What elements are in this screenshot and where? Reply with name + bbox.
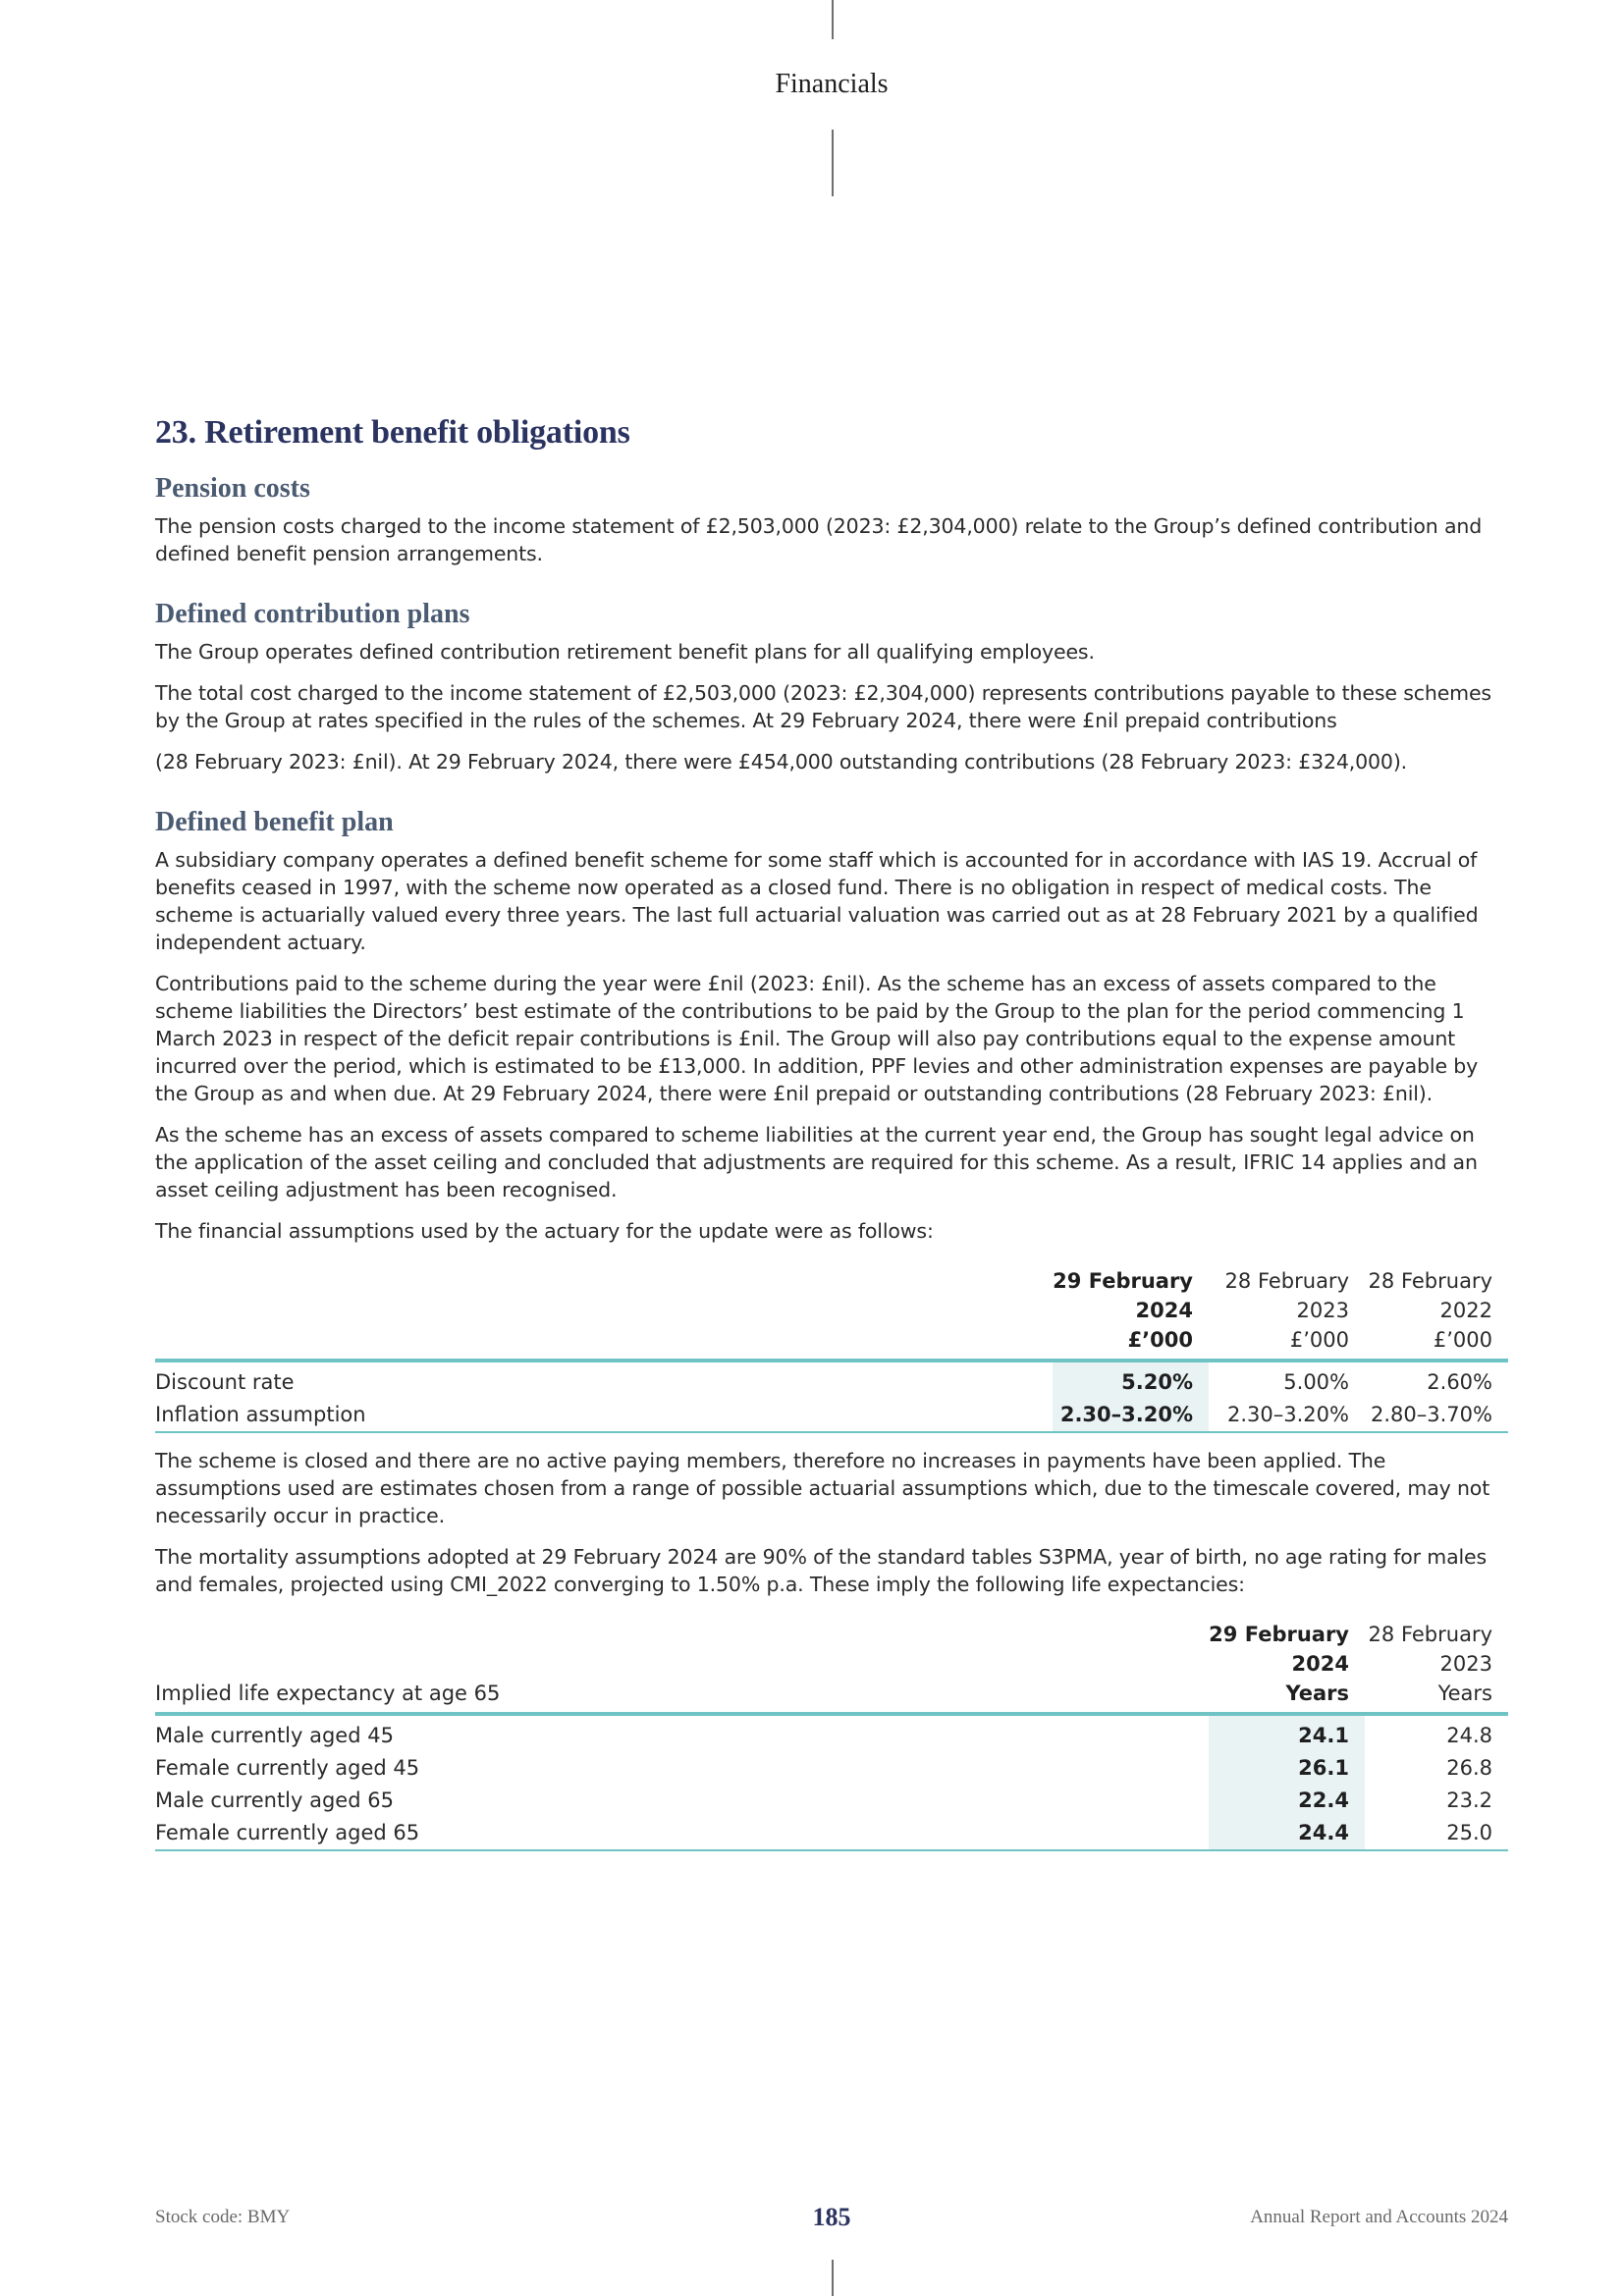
cell-value: 2.30–3.20%	[1227, 1403, 1349, 1426]
pension-costs-paragraph: The pension costs charged to the income statement of £2,503,000 (2023: £2,304,000) relate to the Group’s defined contribution and defined benefit pension arrangements.	[155, 514, 1483, 565]
cell-value: 23.2	[1446, 1789, 1492, 1812]
header-divider-line	[832, 130, 834, 196]
page-number: 185	[812, 2203, 851, 2231]
table-row	[155, 1399, 1508, 1432]
table-row	[155, 1817, 1508, 1850]
dc-paragraph-1: The Group operates defined contribution retirement benefit plans for all qualifying employees.	[155, 640, 1095, 664]
dc-heading: Defined contribution plans	[155, 599, 470, 629]
cell-value: 22.4	[1209, 1785, 1365, 1817]
column-header-current: 29 February 2024 £’000	[1053, 1269, 1193, 1352]
db-paragraph-1: A subsidiary company operates a defined benefit scheme for some staff which is accounted for in accordance with IAS 19. Accrual of benefits ceased in 1997, with the scheme now operated as a closed fund. There is no obligation in respect of medical costs. The scheme is actuarially valued every three years. The last full actuarial valuation was carried out as at 28 February 2021 by a qualified independent actuary.	[155, 848, 1479, 954]
cell-value: 5.00%	[1283, 1370, 1349, 1394]
cell-value: 26.1	[1209, 1752, 1365, 1785]
section-label: Financials	[775, 69, 889, 99]
db-paragraph-3: As the scheme has an excess of assets compared to scheme liabilities at the current year end, the Group has sought legal advice on the application of the asset ceiling and concluded that adjustments are required for this scheme. As a result, IFRIC 14 applies and an asset ceiling adjustment has been recognised.	[155, 1123, 1478, 1201]
row-header-cell	[155, 1266, 1053, 1361]
table-row	[155, 1785, 1508, 1817]
cell-value: 2.60%	[1427, 1370, 1492, 1394]
table-row	[155, 1714, 1508, 1752]
db-paragraph-2: Contributions paid to the scheme during the year were £nil (2023: £nil). As the scheme has an excess of assets compared to the scheme liabilities the Directors’ best estimate of the contributions to be paid by the Group to the plan for the period commencing 1 March 2023 in respect of the deficit repair contributions is £nil. The Group will also pay contributions equal to the expense amount incurred over the period, which is estimated to be £13,000. In addition, PPF levies and other administration expenses are payable by the Group as and when due. At 29 February 2024, there were £nil prepaid or outstanding contributions (28 February 2023: £nil).	[155, 972, 1479, 1105]
column-header-prior-2: 28 February 2022 £’000	[1368, 1269, 1492, 1352]
cell-value: 24.8	[1446, 1724, 1492, 1747]
table-row	[155, 1752, 1508, 1785]
cell-value: 24.1	[1209, 1714, 1365, 1752]
table-row	[155, 1361, 1508, 1399]
cell-value: 2.30–3.20%	[1053, 1399, 1209, 1432]
row-label: Male currently aged 45	[155, 1724, 394, 1747]
financial-assumptions-table	[155, 1266, 1508, 1433]
row-label: Inflation assumption	[155, 1403, 366, 1426]
note-content	[155, 414, 1508, 1851]
row-label: Female currently aged 45	[155, 1756, 420, 1780]
footer-report-title: Annual Report and Accounts 2024	[1250, 2207, 1508, 2227]
cell-value: 25.0	[1446, 1821, 1492, 1844]
life-expectancy-table	[155, 1620, 1508, 1851]
row-label: Male currently aged 65	[155, 1789, 394, 1812]
column-header-prior: 28 February 2023 £’000	[1224, 1269, 1349, 1352]
db-paragraph-4: The financial assumptions used by the actuary for the update were as follows:	[155, 1219, 934, 1243]
table-header-row	[155, 1620, 1508, 1714]
column-header-current: 29 February 2024 Years	[1209, 1623, 1349, 1705]
row-label: Female currently aged 65	[155, 1821, 420, 1844]
row-label: Discount rate	[155, 1370, 295, 1394]
dc-paragraph-3: (28 February 2023: £nil). At 29 February 2024, there were £454,000 outstanding contributions (28 February 2023: £324,000).	[155, 750, 1408, 774]
db-paragraph-6: The mortality assumptions adopted at 29 February 2024 are 90% of the standard tables S3PMA, year of birth, no age rating for males and females, projected using CMI_2022 converging to 1.50% p.a. These imply the following life expectancies:	[155, 1545, 1488, 1596]
cell-value: 2.80–3.70%	[1371, 1403, 1492, 1426]
row-header-cell: Implied life expectancy at age 65	[155, 1682, 501, 1705]
top-divider-line	[832, 0, 834, 39]
table-header-row	[155, 1266, 1508, 1361]
db-heading: Defined benefit plan	[155, 807, 394, 837]
column-header-prior: 28 February 2023 Years	[1368, 1623, 1492, 1705]
bottom-divider-line	[832, 2260, 834, 2296]
dc-paragraph-2: The total cost charged to the income statement of £2,503,000 (2023: £2,304,000) represents contributions payable to these schemes by the Group at rates specified in the rules of the schemes. At 29 February 2024, there were £nil prepaid contributions	[155, 681, 1491, 732]
cell-value: 26.8	[1446, 1756, 1492, 1780]
db-paragraph-5: The scheme is closed and there are no active paying members, therefore no increases in payments have been applied. The assumptions used are estimates chosen from a range of possible actuarial assumptions which, due to the timescale covered, may not necessarily occur in practice.	[155, 1449, 1490, 1527]
cell-value: 5.20%	[1053, 1361, 1209, 1399]
pension-costs-heading: Pension costs	[155, 473, 310, 504]
note-title: 23. Retirement benefit obligations	[155, 414, 630, 451]
footer-stock-code: Stock code: BMY	[155, 2207, 291, 2227]
cell-value: 24.4	[1209, 1817, 1365, 1850]
